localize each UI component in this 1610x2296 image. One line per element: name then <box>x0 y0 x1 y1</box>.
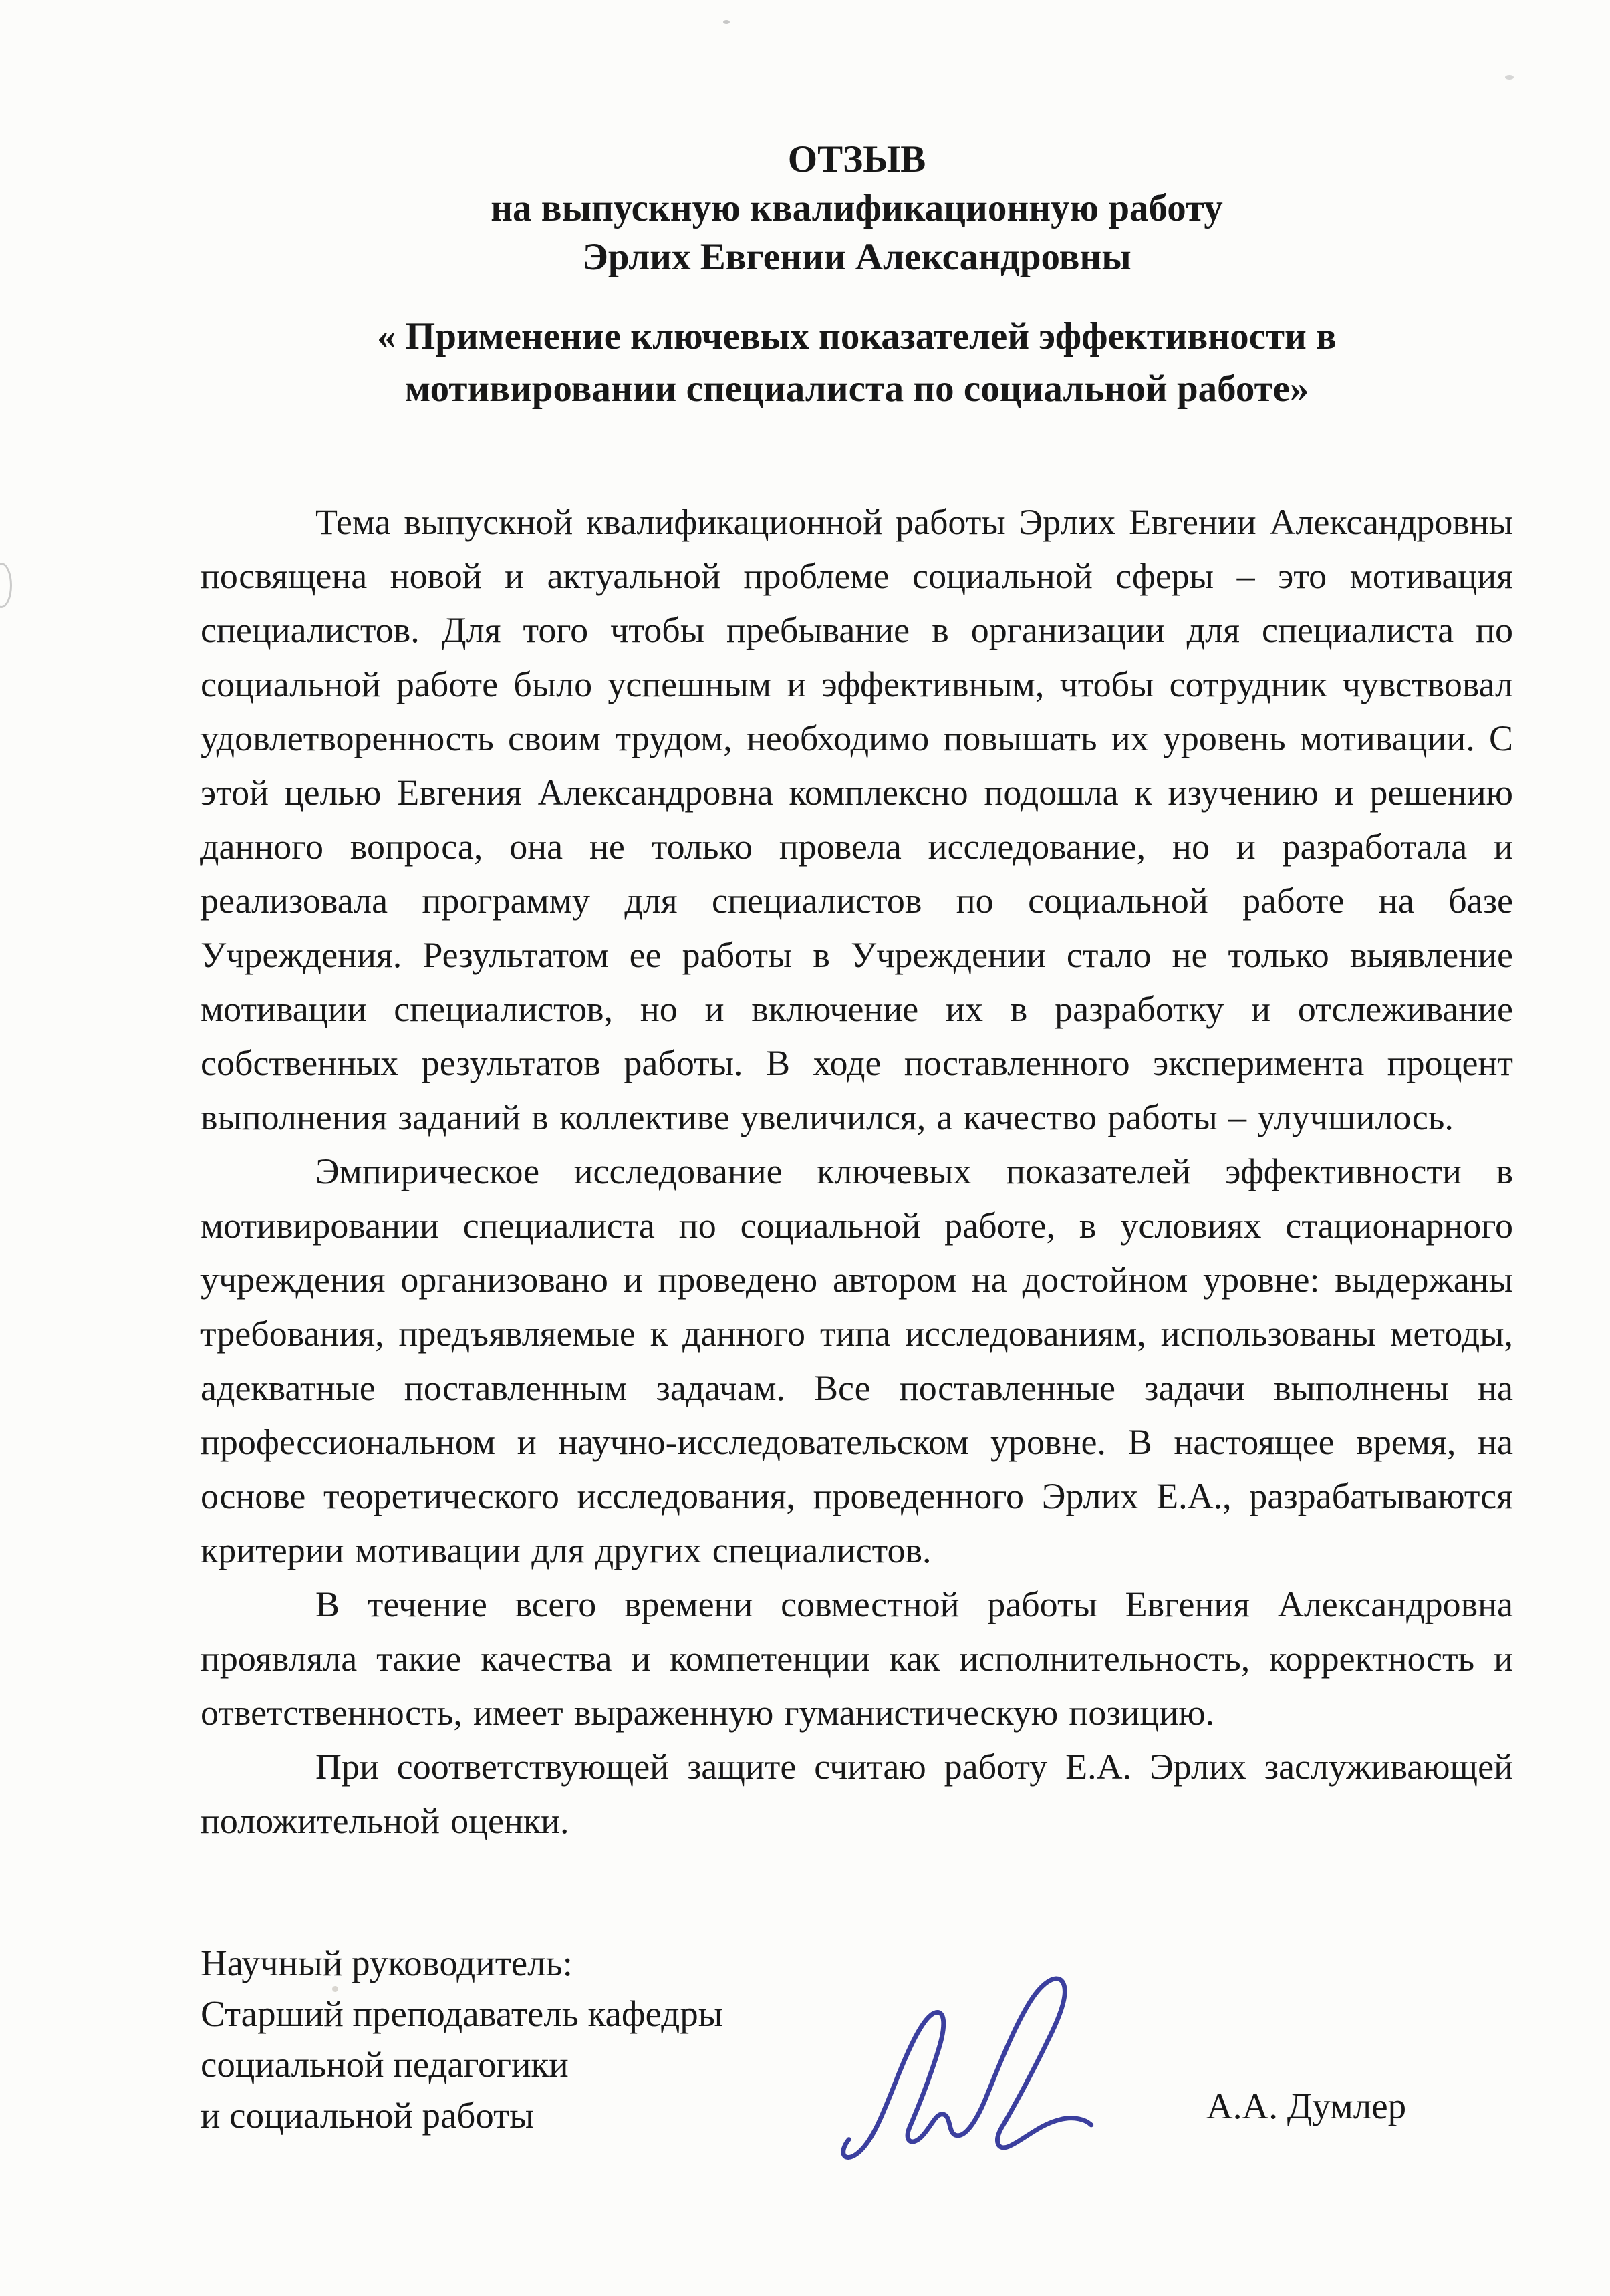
paragraph-empirical-research: Эмпирическое исследование ключевых показателей эффективности в мотивировании специалиста по социальной работе, в условиях стационарного учреждения организовано и проведено автором на достойном уровне: выдержаны требования, предъявляемые к данного типа исследованиям, использованы методы, адекватные поставленным задачам. Все поставленные задачи выполнены на профессиональном и научно-исследовательском уровне. В настоящее время, на основе теоретического исследования, проведенного Эрлих Е.А., разрабатываются критерии мотивации для других специалистов. <box>200 1151 1513 1570</box>
paragraph-personal-qualities: В течение всего времени совместной работы Евгения Александровна проявляла такие качества и компетенции как исполнительность, корректность и ответственность, имеет выраженную гуманистическую позицию. <box>200 1584 1513 1733</box>
thesis-title-line-2: мотивировании специалиста по социальной работе» <box>404 368 1309 410</box>
supervisor-role-line-4: и социальной работы <box>200 2095 535 2136</box>
paragraph-theme: Тема выпускной квалификационной работы Эрлих Евгении Александровны посвящена новой и актуальной проблеме социальной сферы – это мотивация специалистов. Для того чтобы пребывание в организации для специалиста по социальной работе было успешным и эффективным, чтобы сотрудник чувствовал удовлетворенность своим трудом, необходимо повышать их уровень мотивации. С этой целью Евгения Александровна комплексно подошла к изучению и решению данного вопроса, она не только провела исследование, но и разработала и реализовала программу для специалистов по социальной работе на базе Учреждения. Результатом ее работы в Учреждении стало не только выявление мотивации специалистов, но и включение их в разработку и отслеживание собственных результатов работы. В ходе поставленного эксперимента процент выполнения заданий в коллективе увеличился, а качество работы – улучшилось. <box>200 502 1513 1137</box>
signature-stroke <box>843 1979 1091 2158</box>
thesis-title-block <box>200 311 1513 415</box>
title-line-author: Эрлих Евгении Александровны <box>582 236 1131 278</box>
scan-artifact-speck <box>1505 75 1514 80</box>
supervisor-role-line-1: Научный руководитель: <box>200 1943 573 1983</box>
document-title-block <box>200 0 1513 281</box>
handwritten-signature-icon <box>822 1943 1113 2167</box>
scan-artifact-curve <box>0 563 12 608</box>
document-title: ОТЗЫВ <box>787 138 926 180</box>
title-line-work-type: на выпускную квалификационную работу <box>491 187 1223 229</box>
thesis-title-line-1: « Применение ключевых показателей эффективности в <box>377 315 1337 357</box>
supervisor-name: А.А. Думлер <box>1206 2086 1407 2126</box>
scan-artifact-speck <box>332 1986 338 1992</box>
supervisor-role-line-3: социальной педагогики <box>200 2044 569 2085</box>
paragraph-conclusion: При соответствующей защите считаю работу Е.А. Эрлих заслуживающей положительной оценки. <box>200 1747 1513 1841</box>
supervisor-role-line-2: Старший преподаватель кафедры <box>200 1993 723 2034</box>
review-body <box>200 495 1513 1848</box>
signature-section <box>200 1938 1513 2245</box>
scan-artifact-speck <box>723 20 730 24</box>
